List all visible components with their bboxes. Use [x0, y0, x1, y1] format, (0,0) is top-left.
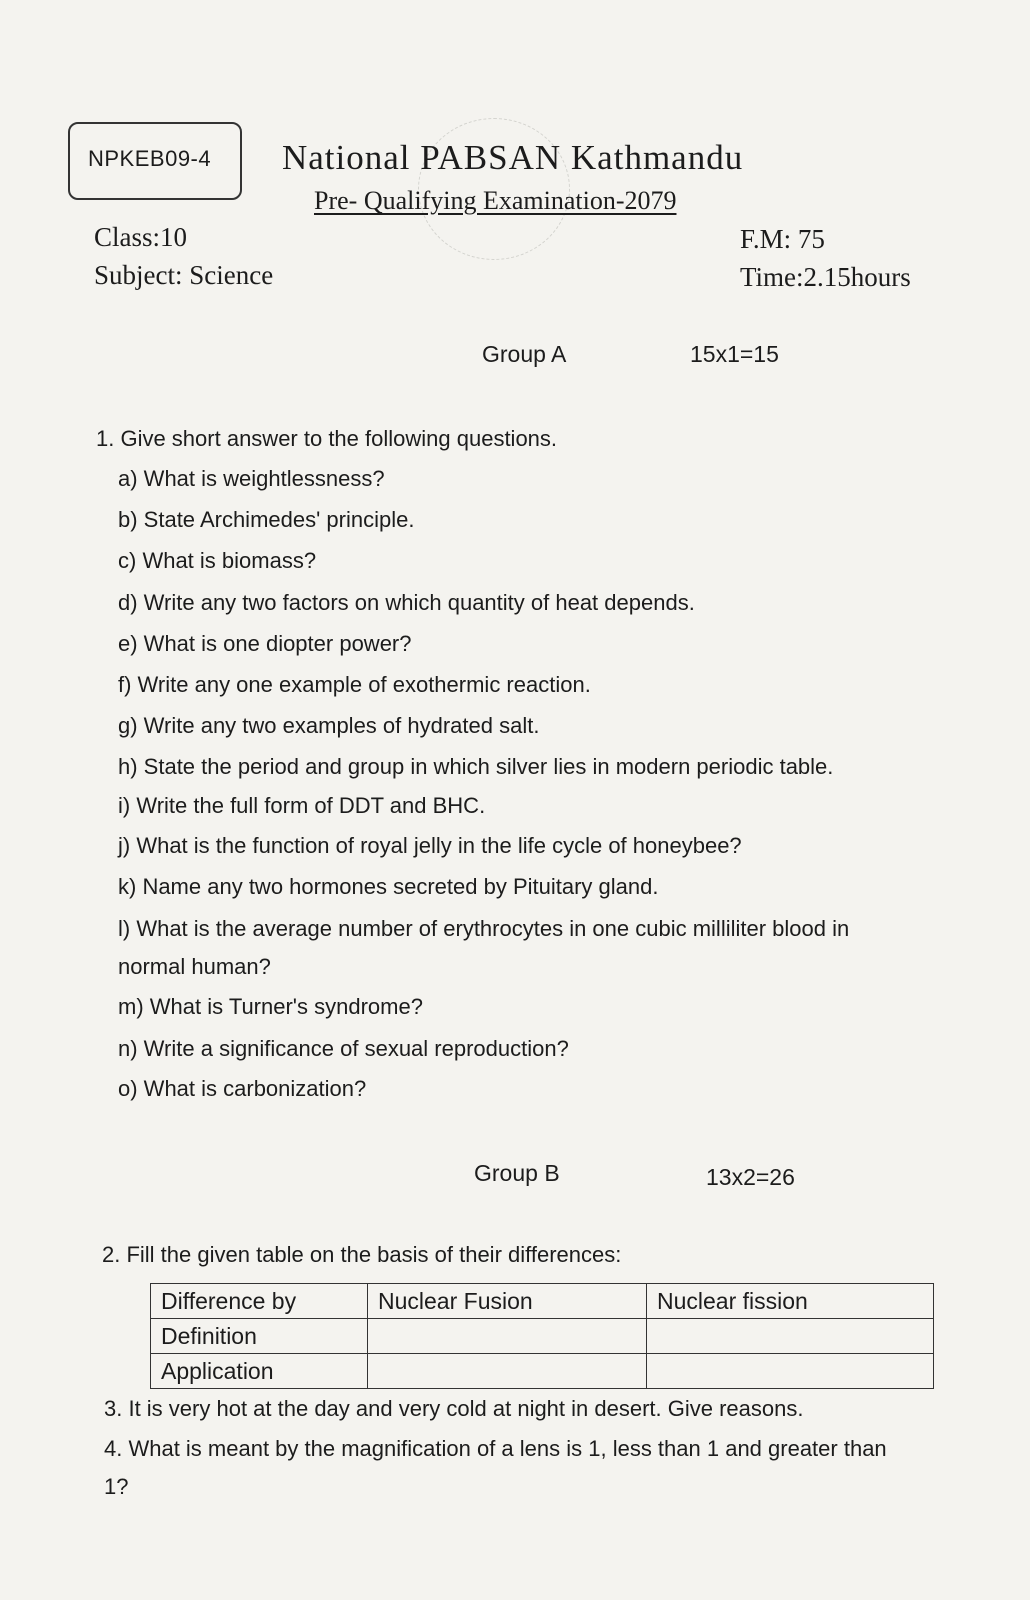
- question-item: l) What is the average number of erythrocytes in one cubic milliliter blood in: [118, 916, 850, 941]
- exam-title: National PABSAN Kathmandu: [282, 138, 744, 177]
- question-4: 4. What is meant by the magnification of a lens is 1, less than 1 and greater than: [104, 1436, 887, 1461]
- group-a-marks: 15x1=15: [690, 341, 779, 367]
- group-b-marks: 13x2=26: [706, 1164, 795, 1190]
- question-item: a) What is weightlessness?: [118, 466, 385, 491]
- subject-label: Subject: Science: [94, 260, 274, 290]
- table-cell: [647, 1319, 934, 1354]
- table-header-cell: Nuclear fission: [647, 1284, 934, 1319]
- group-a-title: Group A: [482, 341, 567, 367]
- question-item: h) State the period and group in which silver lies in modern periodic table.: [118, 754, 834, 779]
- question-item: n) Write a significance of sexual reproduction?: [118, 1036, 569, 1061]
- group-b-title: Group B: [474, 1160, 560, 1186]
- question-item: e) What is one diopter power?: [118, 631, 412, 656]
- question-item: o) What is carbonization?: [118, 1076, 367, 1101]
- question-4-continued: 1?: [104, 1474, 129, 1499]
- full-marks-label: F.M: 75: [740, 224, 825, 254]
- question-item: g) Write any two examples of hydrated salt.: [118, 713, 540, 738]
- table-header-cell: Nuclear Fusion: [368, 1284, 647, 1319]
- table-cell: [368, 1354, 647, 1389]
- table-cell: Definition: [151, 1319, 368, 1354]
- question-1: 1. Give short answer to the following questions.: [96, 426, 558, 451]
- question-item: k) Name any two hormones secreted by Pituitary gland.: [118, 874, 659, 899]
- question-item: f) Write any one example of exothermic reaction.: [118, 672, 591, 697]
- table-row: [151, 1354, 934, 1389]
- question-item: m) What is Turner's syndrome?: [118, 994, 423, 1019]
- table-cell: [368, 1319, 647, 1354]
- table-cell: [647, 1354, 934, 1389]
- table-header-row: [151, 1284, 934, 1319]
- paper-code: NPKEB09-4: [88, 146, 212, 171]
- question-item: d) Write any two factors on which quantity of heat depends.: [118, 590, 695, 615]
- question-item: b) State Archimedes' principle.: [118, 507, 415, 532]
- table-header-cell: Difference by: [151, 1284, 368, 1319]
- exam-subtitle: Pre- Qualifying Examination-2079: [314, 186, 677, 215]
- question-item: i) Write the full form of DDT and BHC.: [118, 793, 486, 818]
- difference-table: [150, 1283, 934, 1389]
- table-cell: Application: [151, 1354, 368, 1389]
- question-item: c) What is biomass?: [118, 548, 317, 573]
- question-item: j) What is the function of royal jelly in the life cycle of honeybee?: [118, 833, 742, 858]
- table-row: [151, 1319, 934, 1354]
- time-label: Time:2.15hours: [740, 262, 911, 292]
- question-item-continued: normal human?: [118, 954, 271, 979]
- question-3: 3. It is very hot at the day and very cold at night in desert. Give reasons.: [104, 1396, 804, 1421]
- class-label: Class:10: [94, 222, 188, 252]
- question-2: 2. Fill the given table on the basis of their differences:: [102, 1242, 622, 1267]
